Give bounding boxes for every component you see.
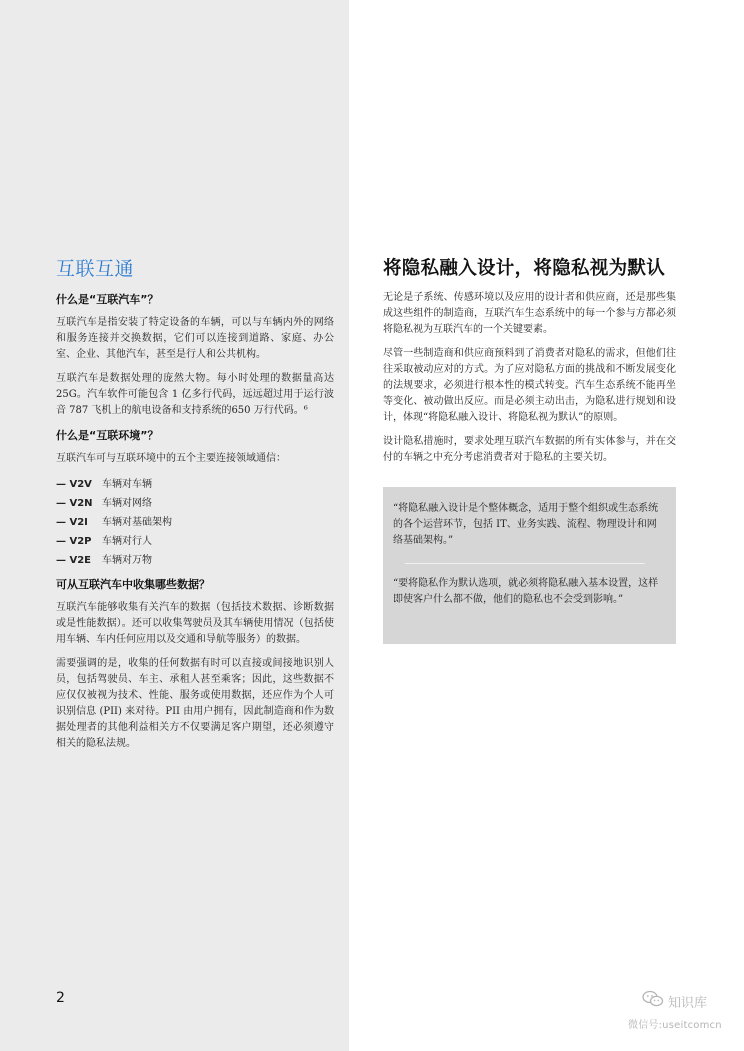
watermark-id: 微信号:useitcomcn: [628, 1020, 722, 1031]
v2x-code: — V2N: [56, 498, 93, 509]
privacy-title: 将隐私融入设计，将隐私视为默认: [383, 258, 666, 279]
paragraph-connected-car-definition: 互联汽车是指安装了特定设备的车辆，可以与车辆内外的网络和服务连接并交换数据，它们可以连接到道路、家庭、办公室、企业、其他汽车，甚至是行人和公共机构。: [56, 317, 334, 360]
v2x-description: 车辆对万物: [102, 555, 152, 566]
watermark-name: 知识库: [668, 995, 708, 1011]
v2x-description: 车辆对行人: [102, 536, 152, 547]
paragraph-data-types: 互联汽车能够收集有关汽车的数据（包括技术数据、诊断数据或是性能数据）。还可以收集驾驶员及其车辆使用情况（包括使用车辆、车内任何应用以及交通和导航等服务）的数据。: [56, 602, 334, 645]
question-data-collected: 可从互联汽车中收集哪些数据？: [56, 578, 210, 591]
v2x-description: 车辆对车辆: [102, 479, 152, 490]
page-number: 2: [56, 990, 65, 1006]
list-item: [56, 513, 334, 532]
paragraph-ecosystem: 无论是子系统、传感环境以及应用的设计者和供应商，还是那些集成这些组件的制造商，互联汽车生态系统中的每一个参与方都必须将隐私视为互联汽车的一个关键要素。: [383, 292, 676, 335]
section-title: 互联互通: [56, 258, 135, 280]
v2x-description: 车辆对基础架构: [102, 517, 172, 528]
list-item: [56, 475, 334, 494]
quote-privacy-by-design: “将隐私融入设计是个整体概念，适用于整个组织或生态系统的各个运营环节，包括 IT、业务实践、流程、物理设计和网络基础架构。”: [393, 503, 659, 546]
quote-box: [383, 487, 676, 644]
question-connected-car: 什么是“互联汽车”？: [56, 293, 159, 306]
list-item: [56, 494, 334, 513]
paragraph-paradigm-shift: 尽管一些制造商和供应商预料到了消费者对隐私的需求，但他们往往采取被动应对的方式。为了应对隐私方面的挑战和不断发展变化的法规要求，必须进行根本性的模式转变。汽车生态系统不能再坐等变化、被动做出反应。而是必须主动出击，为隐私进行规划和设计，体现“将隐私融入设计、将隐私视为默认”的原则。: [383, 348, 676, 423]
v2x-code: — V2V: [56, 479, 92, 490]
v2x-code: — V2E: [56, 555, 92, 566]
quote-divider: [405, 563, 645, 564]
wechat-icon: [642, 990, 664, 1012]
paragraph-pii: 需要强调的是，收集的任何数据有时可以直接或间接地识别人员，包括驾驶员、车主、承租人甚至乘客；因此，这些数据不应仅仅被视为技术、性能、服务或使用数据，还应作为个人可识别信息 (PII) 来对待。PII 由用户拥有，因此制造商和作为数据处理者的其他利益相关方不仅要满足客户期望，还必须遵守相关的隐私法规。: [56, 658, 334, 749]
right-column: [383, 254, 676, 474]
list-item: [56, 551, 334, 570]
v2x-description: 车辆对网络: [102, 498, 152, 509]
quote-privacy-by-default: “要将隐私作为默认选项，就必须将隐私融入基本设置，这样即使客户什么都不做，他们的隐私也不会受到影响。”: [393, 578, 659, 605]
v2x-list: [56, 475, 334, 570]
question-connected-environment: 什么是“互联环境”？: [56, 429, 159, 442]
left-column: [56, 254, 334, 760]
paragraph-privacy-measures: 设计隐私措施时，要求处理互联汽车数据的所有实体参与，并在交付的车辆之中充分考虑消费者对于隐私的主要关切。: [383, 436, 676, 463]
paragraph-five-domains: 互联汽车可与互联环境中的五个主要连接领域通信：: [56, 453, 286, 464]
paragraph-data-volume: 互联汽车是数据处理的庞然大物。每小时处理的数据量高达 25G。汽车软件可能包含 1 亿多行代码，远远超过用于运行波音 787 飞机上的航电设备和支持系统的650 万行代码。⁶: [56, 373, 334, 416]
list-item: [56, 532, 334, 551]
v2x-code: — V2I: [56, 517, 88, 528]
watermark: [628, 990, 738, 1040]
watermark-logo-row: [642, 990, 738, 1012]
v2x-code: — V2P: [56, 536, 92, 547]
